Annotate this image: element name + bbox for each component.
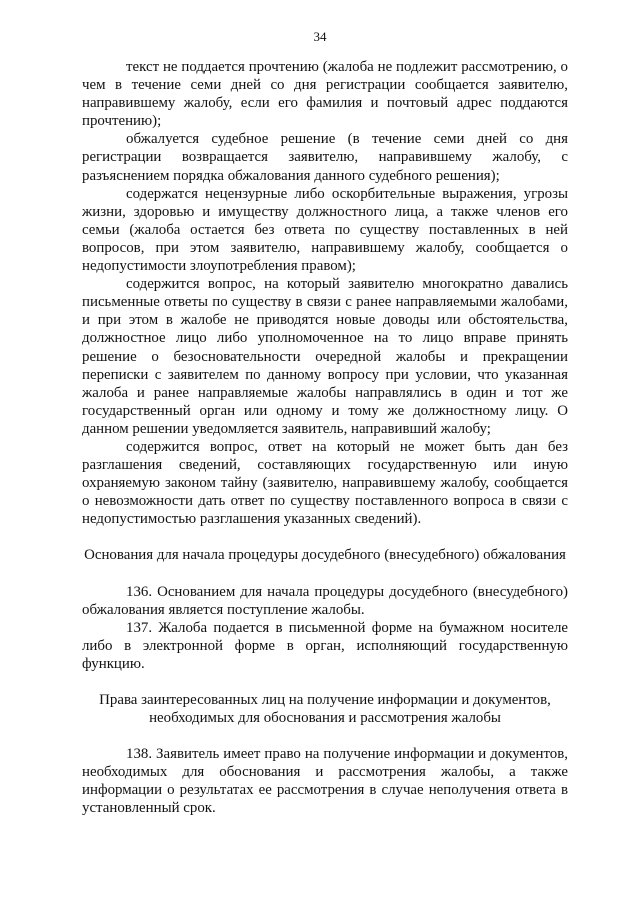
- clause-137: 137. Жалоба подается в письменной форме на бумажном носителе либо в электронной форме в орган, исполняющий государственную функцию.: [82, 619, 568, 672]
- section-heading-rights: Права заинтересованных лиц на получение информации и документов, необходимых для обоснования и рассмотрения жалобы: [99, 692, 551, 727]
- clause-138: 138. Заявитель имеет право на получение информации и документов, необходимых для обоснования и рассмотрения жалобы, а также информации о результатах ее рассмотрения в случае неполучения ответа в установленный срок.: [82, 746, 568, 817]
- paragraph: содержится вопрос, на который заявителю многократно давались письменные ответы по существу в связи с ранее направляемыми жалобами, и при этом в жалобе не приводятся новые доводы или обстоятельства, должностное лицо либо уполномоченное на то лицо вправе принять решение о безосновательности очередной жалобы и прекращении переписки с заявителем по данному вопросу при условии, что указанная жалоба и ранее направляемые жалобы направлялись в один и тот же государственный орган или одному и тому же должностному лицу. О данном решении уведомляется заявитель, направивший жалобу;: [82, 276, 568, 437]
- paragraph: обжалуется судебное решение (в течение семи дней со дня регистрации возвращается заявителю, направившему жалобу, с разъяснением порядка обжалования данного судебного решения);: [82, 131, 568, 184]
- paragraph: текст не поддается прочтению (жалоба не подлежит рассмотрению, о чем в течение семи дней со дня регистрации сообщается заявителю, направившему жалобу, если его фамилия и почтовый адрес поддаются прочтению);: [82, 59, 568, 130]
- page-number: 34: [313, 29, 327, 44]
- section-heading-grounds: Основания для начала процедуры досудебного (внесудебного) обжалования: [84, 547, 566, 564]
- document-body: [82, 58, 568, 818]
- paragraph: содержатся нецензурные либо оскорбительные выражения, угрозы жизни, здоровью и имуществу должностного лица, а также членов его семьи (жалоба остается без ответа по существу поставленных в ней вопросов, при этом заявителю, направившему жалобу, сообщается о недопустимости злоупотребления правом);: [82, 185, 568, 275]
- paragraph: содержится вопрос, ответ на который не может быть дан без разглашения сведений, составляющих государственную или иную охраняемую законом тайну (заявителю, направившему жалобу, сообщается о невозможности дать ответ по существу поставленного вопроса в связи с недопустимостью разглашения указанных сведений).: [82, 438, 568, 528]
- clause-136: 136. Основанием для начала процедуры досудебного (внесудебного) обжалования является поступление жалобы.: [82, 583, 568, 618]
